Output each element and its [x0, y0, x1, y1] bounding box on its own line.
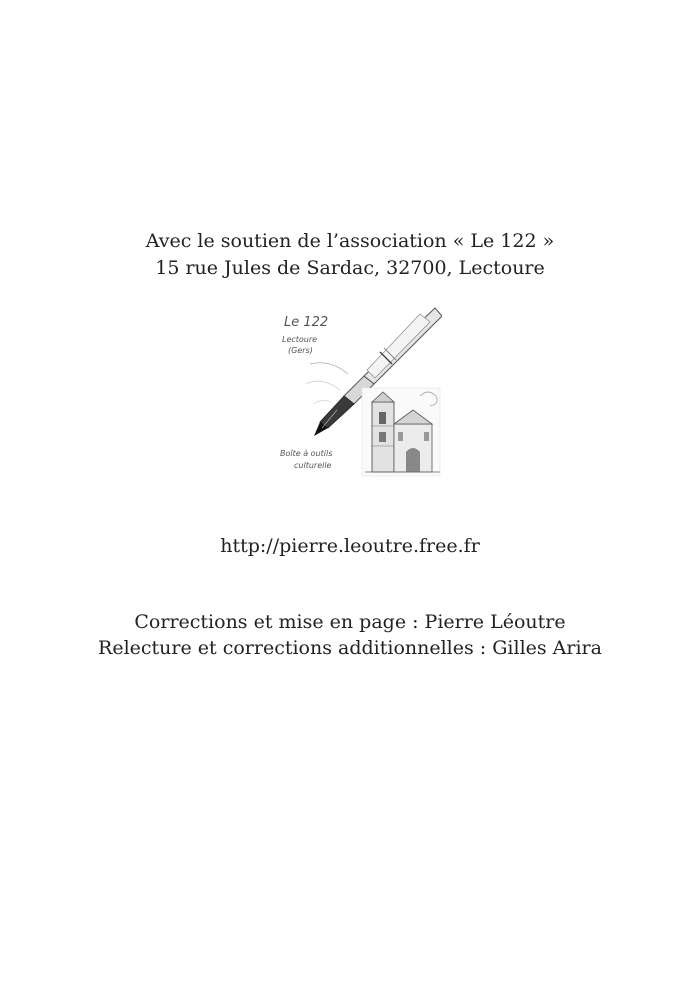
proofreading-credit: Relecture et corrections additionnelles : Gilles Arira	[98, 637, 602, 659]
association-address: 15 rue Jules de Sardac, 32700, Lectoure	[155, 257, 545, 279]
support-statement: Avec le soutien de l’association « Le 122 »	[145, 230, 555, 252]
logo-city: Lectoure	[282, 335, 318, 344]
logo-tagline-2: culturelle	[294, 461, 332, 470]
logo-title: Le 122	[284, 315, 329, 330]
logo-tagline-1: Boîte à outils	[280, 449, 333, 458]
logo-region: (Gers)	[288, 346, 313, 355]
corrections-credit: Corrections et mise en page : Pierre Léoutre	[134, 611, 566, 633]
church-sketch-icon	[362, 388, 440, 476]
association-logo	[270, 304, 442, 480]
fountain-pen-church-sketch-icon	[270, 304, 442, 480]
website-url: http://pierre.leoutre.free.fr	[220, 535, 480, 557]
